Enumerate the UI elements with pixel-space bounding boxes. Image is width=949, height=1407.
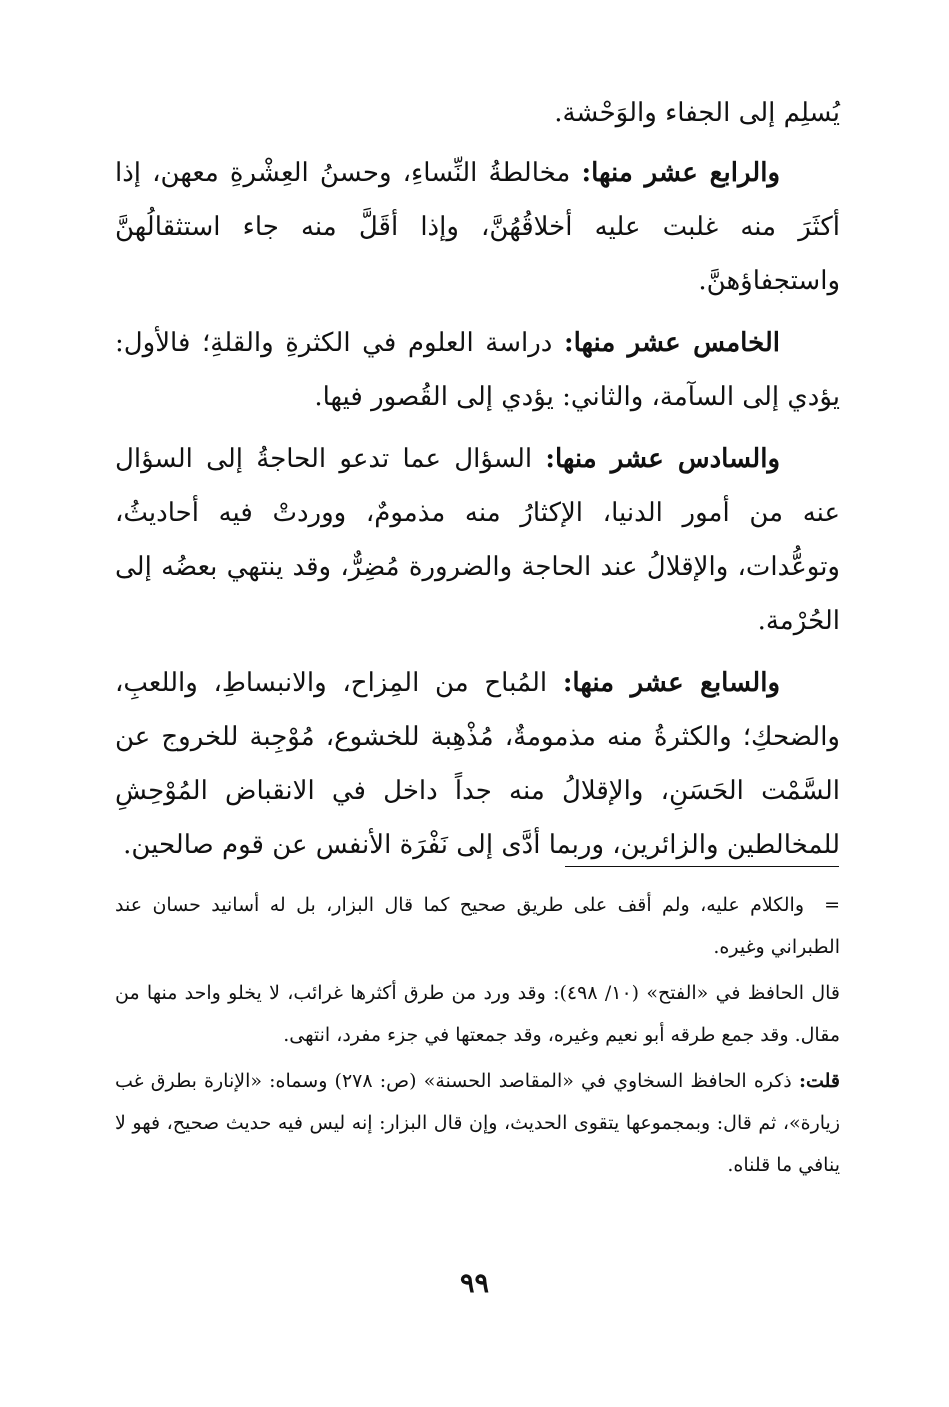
footnote-3: [115, 1060, 840, 1186]
paragraph-15-text: دراسة العلوم في الكثرةِ والقلةِ؛ فالأول: يؤدي إلى السآمة، والثاني: يؤدي إلى القُصور فيها.: [115, 328, 840, 412]
continuation-mark: =: [824, 894, 840, 916]
footnote-1: [115, 884, 840, 968]
footnote-separator: [565, 866, 839, 867]
continuation-text: يُسلِم إلى الجفاء والوَحْشة.: [554, 98, 840, 128]
paragraph-15-lead: الخامس عشر منها:: [563, 328, 780, 358]
footnote-2-text: قال الحافظ في «الفتح» (١٠/ ٤٩٨): وقد ورد من طرق أكثرها غرائب، لا يخلو واحد منها من مقال. وقد جمع طرقه أبو نعيم وغيره، وقد جمعتها في جزء مفرد، انتهى.: [115, 982, 840, 1046]
paragraph-17-text: المُباح من المِزاح، والانبساطِ، واللعبِ، والضحكِ؛ والكثرةُ منه مذمومةٌ، مُذْهِبة للخشوع، مُوْجِبة للخروج عن السَّمْت الحَسَنِ، والإقلالُ منه جداً داخل في الانقباض المُوْحِشِ للمخالطين والزائرين، وربما أدَّى إلى نَفْرَة الأنفس عن قوم صالحين.: [115, 668, 840, 860]
paragraph-17: [115, 656, 840, 872]
footnote-1-text: والكلام عليه، ولم أقف على طريق صحيح كما قال البزار، بل له أسانيد حسان عند الطبراني وغيره.: [115, 894, 840, 958]
page-number: ٩٩: [459, 1268, 489, 1299]
footnotes: [115, 884, 840, 1190]
footnote-3-lead: قلت:: [798, 1070, 840, 1092]
footnote-3-text: ذكره الحافظ السخاوي في «المقاصد الحسنة» (ص: ٢٧٨) وسماه: «الإنارة بطرق غب زيارة»، ثم قال: وبمجموعها يتقوى الحديث، وإن قال البزار: إنه ليس فيه حديث صحيح، فهو لا ينافي ما قلناه.: [115, 1070, 840, 1176]
main-text: [115, 86, 840, 880]
paragraph-14: [115, 146, 840, 308]
paragraph-14-text: مخالطةُ النِّساءِ، وحسنُ العِشْرةِ معهن، إذا أكثَرَ منه غلبت عليه أخلاقُهُنَّ، وإذا أقَلَّ منه جاء استثقالُهنَّ واستجفاؤهنَّ.: [115, 158, 840, 296]
continuation-line: [115, 86, 840, 140]
paragraph-16-lead: والسادس عشر منها:: [545, 444, 780, 474]
paragraph-17-lead: والسابع عشر منها:: [562, 668, 780, 698]
paragraph-14-lead: والرابع عشر منها:: [581, 158, 781, 188]
paragraph-15: [115, 316, 840, 424]
paragraph-16: [115, 432, 840, 648]
footnote-2: [115, 972, 840, 1056]
paragraph-16-text: السؤال عما تدعو الحاجةُ إلى السؤال عنه من أمور الدنيا، الإكثارُ منه مذمومٌ، ووردتْ فيه أحاديثُ، وتوعُّدات، والإقلالُ عند الحاجة والضرورة مُضِرٌّ، وقد ينتهي بعضُه إلى الحُرْمة.: [115, 444, 840, 636]
